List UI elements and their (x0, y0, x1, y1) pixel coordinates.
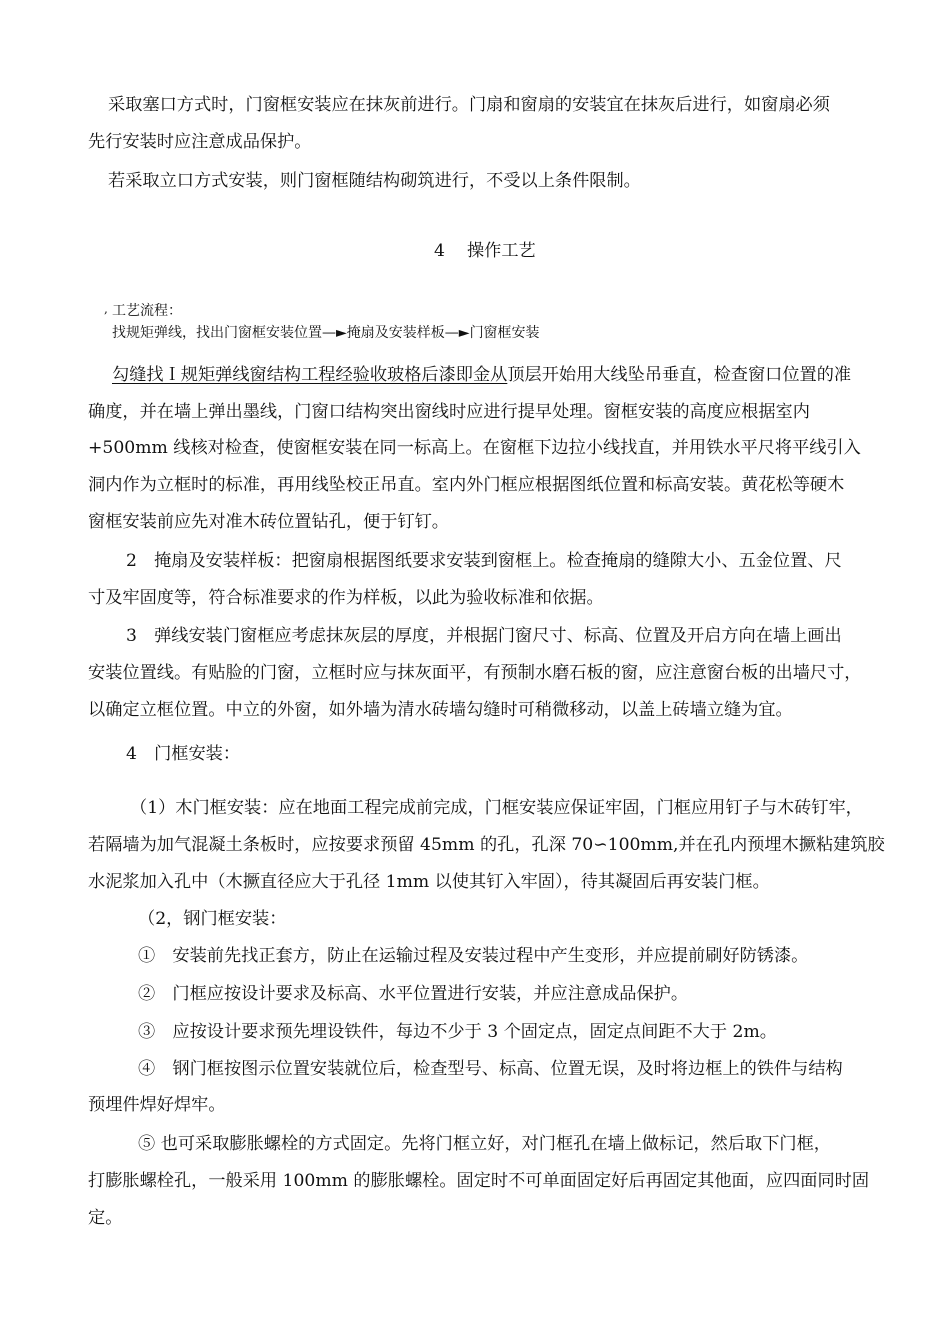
process-flow-label: 工艺流程： (112, 303, 182, 319)
arrow-icon: —► (322, 325, 347, 341)
stray-mark: , (104, 302, 108, 316)
list-item: ③ 应按设计要求预先埋设铁件，每边不少于 3 个固定点，固定点间距不大于 2m。 (138, 1022, 777, 1042)
arrow-icon: —► (444, 325, 470, 341)
paragraph-line: 勾缝找Ｉ规矩弹线窗结构工程经验收玻格后漆即金从顶层开始用大线坠吊垂直，检查窗口位置的准 (112, 365, 852, 385)
paragraph-line: 洞内作为立框时的标准，再用线坠校正吊直。室内外门框应根据图纸位置和标高安装。黄花松等硬木 (88, 475, 845, 495)
paragraph-line: 安装位置线。有贴脸的门窗，立框时应与抹灰面平，有预制水磨石板的窗，应注意窗台板的出墙尺寸， (88, 663, 862, 683)
paragraph-line: 3 弹线安装门窗框应考虑抹灰层的厚度，并根据门窗尺寸、标高、位置及开启方向在墙上画出 (126, 626, 842, 646)
flow-step: 掩扇及安装样板 (346, 325, 445, 341)
paragraph-line: 先行安装时应注意成品保护。 (88, 132, 312, 152)
list-item: ④ 钢门框按图示位置安装就位后，检查型号、标高、位置无误，及时将边框上的铁件与结构 (138, 1059, 843, 1079)
process-flow (112, 322, 540, 344)
subheading: 4 门框安装： (126, 744, 241, 764)
paragraph-line: 若采取立口方式安装，则门窗框随结构砌筑进行，不受以上条件限制。 (108, 171, 641, 191)
flow-step: 门窗框安装 (469, 325, 540, 341)
paragraph-line: +500mm 线核对检查，使窗框安装在同一标高上。在窗框下边拉小线找直，并用铁水平尺将平线引入 (88, 438, 861, 458)
paragraph-line: 若隔墙为加气混凝土条板时，应按要求预留 45mm 的孔，孔深 70∽100mm,并在孔内预埋木撅粘建筑胶 (88, 835, 885, 855)
paragraph-line: 窗框安装前应先对准木砖位置钻孔，便于钉钉。 (88, 512, 449, 532)
section-heading (434, 240, 536, 262)
list-item: ① 安装前先找正套方，防止在运输过程及安装过程中产生变形，并应提前刷好防锈漆。 (138, 946, 809, 966)
underlined-text: 勾缝找Ｉ规矩弹线窗结构工程经验收玻格后漆即金从 (112, 365, 508, 385)
section-title: 操作工艺 (466, 241, 536, 261)
paragraph-line: 采取塞口方式时，门窗框安装应在抹灰前进行。门扇和窗扇的安装宜在抹灰后进行，如窗扇必须 (108, 95, 830, 115)
list-item: ② 门框应按设计要求及标高、水平位置进行安装，并应注意成品保护。 (138, 984, 689, 1004)
paragraph-line: 打膨胀螺栓孔，一般采用 100mm 的膨胀螺栓。固定时不可单面固定好后再固定其他面，应四面同时固 (88, 1171, 870, 1191)
paragraph-line: 确度，并在墙上弹出墨线，门窗口结构突出窗线时应进行提早处理。窗框安装的高度应根据室内 (88, 402, 810, 422)
paragraph-line: 水泥浆加入孔中（木撅直径应大于孔径 1mm 以使其钉入牢固），待其凝固后再安装门框。 (88, 872, 770, 892)
list-item: ⑤ 也可采取膨胀螺栓的方式固定。先将门框立好，对门框孔在墙上做标记，然后取下门框， (138, 1134, 831, 1154)
paragraph-line: 寸及牢固度等，符合标准要求的作为样板，以此为验收标准和依据。 (88, 588, 604, 608)
paragraph-line: 预埋件焊好焊牢。 (88, 1095, 226, 1115)
subheading: （2，钢门框安装： (138, 909, 287, 929)
paragraph-line: 以确定立框位置。中立的外窗，如外墙为清水砖墙勾缝时可稍微移动，以盖上砖墙立缝为宜。 (88, 700, 793, 720)
section-number: 4 (434, 241, 445, 261)
flow-step: 找规矩弹线，找出门窗框安装位置 (112, 325, 322, 341)
paragraph-line: （1）木门框安装：应在地面工程完成前完成，门框安装应保证牢固，门框应用钉子与木砖钉牢， (130, 798, 863, 818)
paragraph-line: 2 掩扇及安装样板：把窗扇根据图纸要求安装到窗框上。检查掩扇的缝隙大小、五金位置、尺 (126, 551, 842, 571)
paragraph-line: 定。 (88, 1208, 123, 1228)
